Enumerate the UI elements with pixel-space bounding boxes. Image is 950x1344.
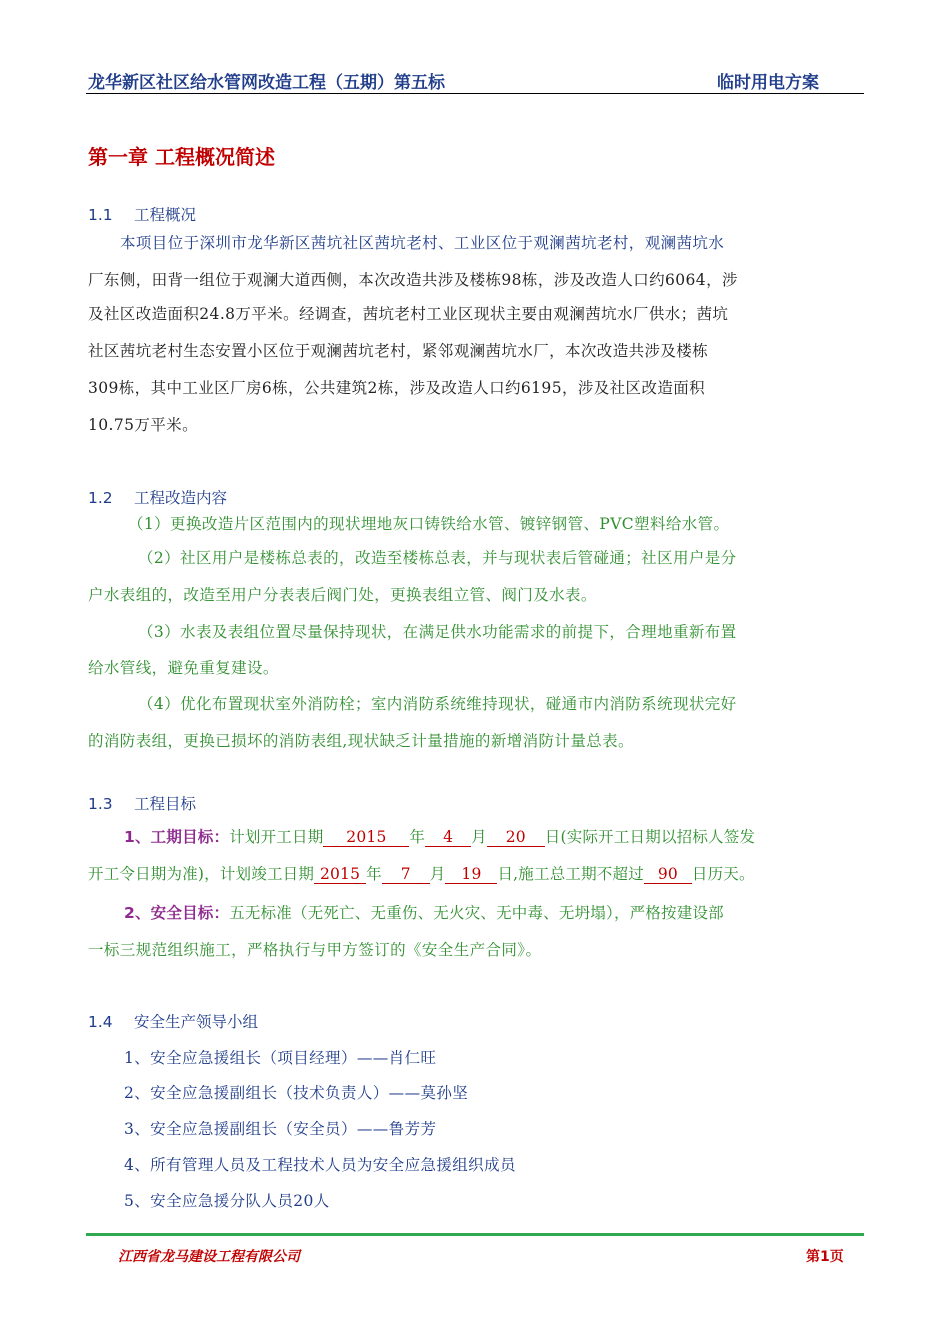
section-heading-1-1 [88, 203, 196, 225]
s2-line: 户水表组的，改造至用户分表表后阀门处，更换表组立管、阀门及水表。 [88, 586, 597, 604]
section-number: 1.1 [88, 206, 113, 224]
header-doc-type: 临时用电方案 [717, 73, 819, 93]
start-day: 20 [487, 828, 545, 847]
list-item: 3、安全应急援副组长（安全员）——鲁芳芳 [124, 1120, 437, 1138]
start-month: 4 [425, 828, 471, 847]
footer-company: 江西省龙马建设工程有限公司 [118, 1249, 300, 1265]
end-month: 7 [382, 865, 430, 884]
goal1-line-2: 开工令日期为准)，计划竣工日期 2015 年 7 月 19 日,施工总工期不超过 90 日历天。 [88, 865, 755, 883]
s2-line: （3）水表及表组位置尽量保持现状，在满足供水功能需求的前提下，合理地重新布置 [138, 623, 737, 641]
s1-line: 本项目位于深圳市龙华新区茜坑社区茜坑老村、工业区位于观澜茜坑老村，观澜茜坑水 [120, 234, 725, 252]
s2-line: 给水管线，避免重复建设。 [88, 659, 279, 677]
header-divider [86, 93, 864, 94]
goal2-label: 2、安全目标： [124, 904, 230, 922]
section-title: 安全生产领导小组 [134, 1013, 259, 1031]
section-title: 工程改造内容 [134, 489, 228, 507]
footer-page-number: 第1页 [806, 1249, 844, 1265]
s2-line: （1）更换改造片区范围内的现状埋地灰口铸铁给水管、镀锌钢管、PVC塑料给水管。 [128, 515, 730, 533]
list-item: 1、安全应急援组长（项目经理）——肖仁旺 [124, 1049, 437, 1067]
goal1-label: 1、工期目标： [124, 828, 230, 846]
end-day: 19 [445, 865, 497, 884]
section-heading-1-2 [88, 486, 227, 508]
list-item: 4、所有管理人员及工程技术人员为安全应急援组织成员 [124, 1156, 516, 1174]
goal1-line: 1、工期目标：计划开工日期 2015 年 4 月 20 日(实际开工日期以招标人签发 [124, 828, 756, 846]
s2-line: （2）社区用户是楼栋总表的，改造至楼栋总表，并与现状表后管碰通；社区用户是分 [138, 549, 737, 567]
section-number: 1.4 [88, 1013, 113, 1031]
s1-line: 及社区改造面积24.8万平米。经调查，茜坑老村工业区现状主要由观澜茜坑水厂供水；茜坑 [88, 305, 729, 323]
end-year: 2015 [314, 865, 366, 884]
section-heading-1-4 [88, 1010, 258, 1032]
s2-line: 的消防表组，更换已损坏的消防表组,现状缺乏计量措施的新增消防计量总表。 [88, 732, 634, 750]
goal2-line-2: 一标三规范组织施工，严格执行与甲方签订的《安全生产合同》。 [88, 941, 542, 959]
section-title: 工程目标 [134, 795, 197, 813]
s1-line: 社区茜坑老村生态安置小区位于观澜茜坑老村，紧邻观澜茜坑水厂，本次改造共涉及楼栋 [88, 342, 709, 360]
start-year: 2015 [323, 828, 409, 847]
section-number: 1.2 [88, 489, 113, 507]
s1-line: 10.75万平米。 [88, 416, 198, 434]
chapter-title: 第一章 工程概况简述 [88, 145, 275, 169]
list-item: 2、安全应急援副组长（技术负责人）——莫孙坚 [124, 1084, 469, 1102]
list-item: 5、安全应急援分队人员20人 [124, 1192, 330, 1210]
goal2-line: 2、安全目标：五无标准（无死亡、无重伤、无火灾、无中毒、无坍塌），严格按建设部 [124, 904, 724, 922]
s1-line: 厂东侧，田背一组位于观澜大道西侧，本次改造共涉及楼栋98栋，涉及改造人口约6064，涉 [88, 271, 738, 289]
section-title: 工程概况 [134, 206, 197, 224]
s2-line: （4）优化布置现状室外消防栓；室内消防系统维持现状，碰通市内消防系统现状完好 [138, 695, 737, 713]
footer-divider [86, 1233, 864, 1236]
s1-line: 309栋，其中工业区厂房6栋，公共建筑2栋，涉及改造人口约6195，涉及社区改造面积 [88, 379, 706, 397]
header-title: 龙华新区社区给水管网改造工程（五期）第五标 [88, 73, 445, 93]
section-heading-1-3 [88, 792, 196, 814]
section-number: 1.3 [88, 795, 113, 813]
total-days: 90 [644, 865, 692, 884]
